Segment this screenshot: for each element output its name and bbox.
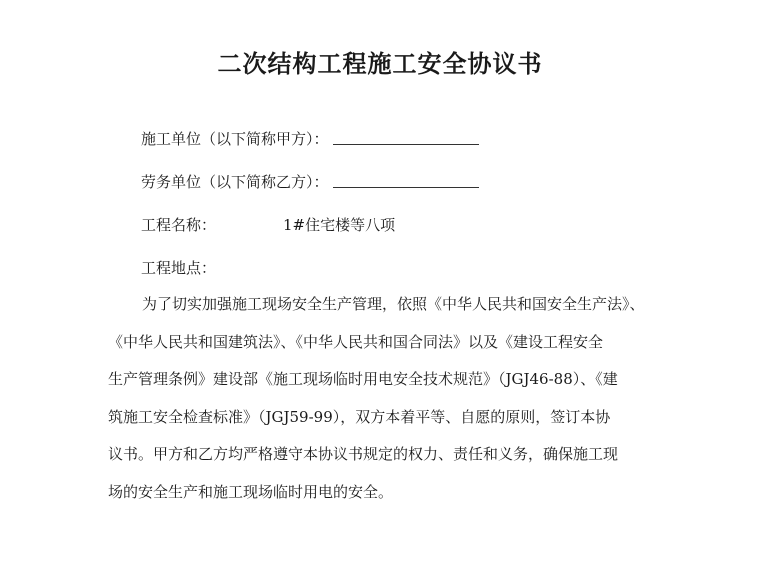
party-a-blank (333, 130, 479, 145)
agreement-paragraph (108, 286, 668, 511)
party-a-line (141, 128, 479, 149)
party-b-line (141, 171, 479, 192)
project-name-label: 工程名称： (141, 216, 217, 234)
party-b-blank (333, 173, 479, 188)
document-title: 二次结构工程施工安全协议书 (217, 50, 543, 78)
paragraph-line: 议书。甲方和乙方均严格遵守本协议书规定的权力、责任和义务，确保施工现 (108, 445, 619, 463)
paragraph-line: 《中华人民共和国建筑法》、《中华人民共和国合同法》以及《建设工程安全 (108, 332, 604, 351)
party-a-label: 施工单位（以下简称甲方）： (141, 130, 329, 148)
paragraph-line: 筑施工安全检查标准》（JGJ59-99），双方本着平等、自愿的原则，签订本协 (108, 407, 611, 426)
project-location-label: 工程地点： (141, 259, 217, 277)
project-name-value: 1#住宅楼等八项 (283, 216, 396, 234)
paragraph-line: 为了切实加强施工现场安全生产管理，依照《中华人民共和国安全生产法》、 (142, 295, 645, 313)
paragraph-line: 生产管理条例》建设部《施工现场临时用电安全技术规范》（JGJ46-88）、《建 (108, 370, 618, 388)
paragraph-line: 场的安全生产和施工现场临时用电的安全。 (108, 482, 394, 501)
party-b-label: 劳务单位（以下简称乙方）： (141, 173, 329, 191)
